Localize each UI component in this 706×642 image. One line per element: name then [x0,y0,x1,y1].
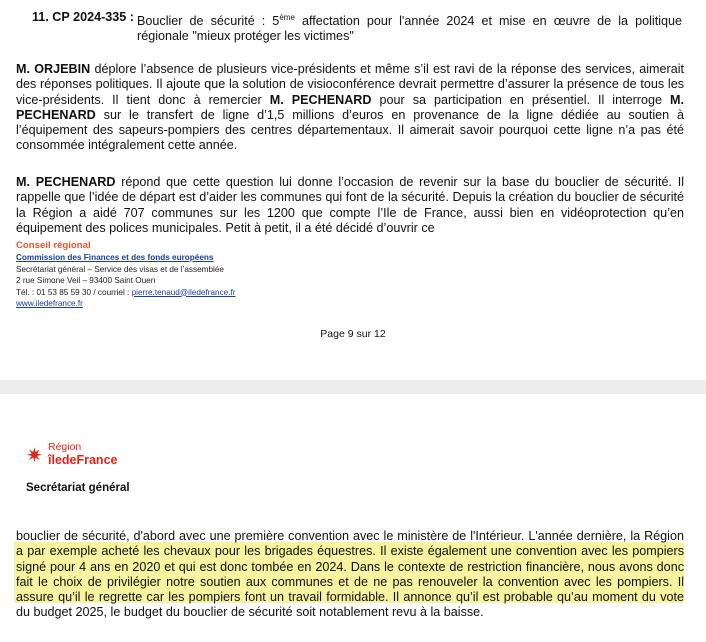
logo-line2: îledeFrance [48,453,118,467]
email-link[interactable]: pierre.tenaud@iledefrance.fr [131,287,236,297]
paragraph-pechenard: M. PECHENARD répond que cette question lui donne l’occasion de revenir sur la base du bouclier de sécurité. Il rappelle que l’idée de départ est d’aider les communes qui font de la sécurité. Depuis la création du bouclier de sécurité la Région a aidé 707 communes sur les 1200 que compte l’Ile de France, aussi bien en vidéoprotection qu’en équipement des polices municipales. Petit à petit, il a été décidé d’ouvrir ce [16,175,684,235]
footer-contact: Tél. : 01 53 85 59 30 / courriel : pierre.tenaud@iledefrance.fr [16,287,236,297]
agenda-item-number: 11. CP 2024-335 : [32,10,134,24]
logo-line1: Région [48,441,82,453]
page-separator [0,380,706,394]
agenda-item-title: Bouclier de sécurité : 5ème affectation pour l'année 2024 et mise en œuvre de la politique régionale "mieux protéger les victimes" [137,13,683,44]
paragraph-continuation: bouclier de sécurité, d'abord avec une première convention avec le ministère de l'Intérieur. L'année dernière, la Région a par exemple acheté les chevaux pour les brigades équestres. Il existe également une convention avec les pompiers signé pour 4 ans en 2020 et qui est donc tombée en 2024. Dans le contexte de restriction financière, nous avons donc fait le choix de privilégier notre soutien aux communes et de ne pas renouveler la convention avec les pompiers. Il assure qu’il le regrette car les pompiers font un travail formidable. Il annonce qu’il est probable qu’au moment du vote du budget 2025, le budget du bouclier de sécurité soit notablement revu à la baisse. [16,529,684,620]
paragraph-orjebin: M. ORJEBIN déplore l’absence de plusieurs vice-présidents et même s’il est ravi de la réponse des services, aimerait des réponses politiques. Il ajoute que la solution de visioconférence devrait permettre d’assurer la présence de tous les vice-présidents. Il tient donc à remercier M. PECHENARD pour sa participation en présentiel. Il interroge M. PECHENARD sur le transfert de ligne d’1,5 millions d’euros en provenance de la ligne dédiée au soutien à l’équipement des sapeurs-pompiers des centres départementaux. Il aimerait savoir pourquoi cette ligne n’a pas été consommée intégralement cette année. [16,62,684,153]
star-icon: ✷ [26,445,43,467]
footer-org: Conseil régional [16,240,91,251]
footer-service: Secrétariat général – Service des visas et de l’assemblée [16,264,224,274]
footer-address: 2 rue Simone Veil – 93400 Saint Ouen [16,276,156,285]
footer-commission[interactable]: Commission des Finances et des fonds européens [16,253,214,262]
page-footer [16,240,236,310]
page-number: Page 9 sur 12 [320,328,386,340]
website-link[interactable]: www.iledefrance.fr [16,299,83,308]
section-title: Secrétariat général [26,482,130,494]
